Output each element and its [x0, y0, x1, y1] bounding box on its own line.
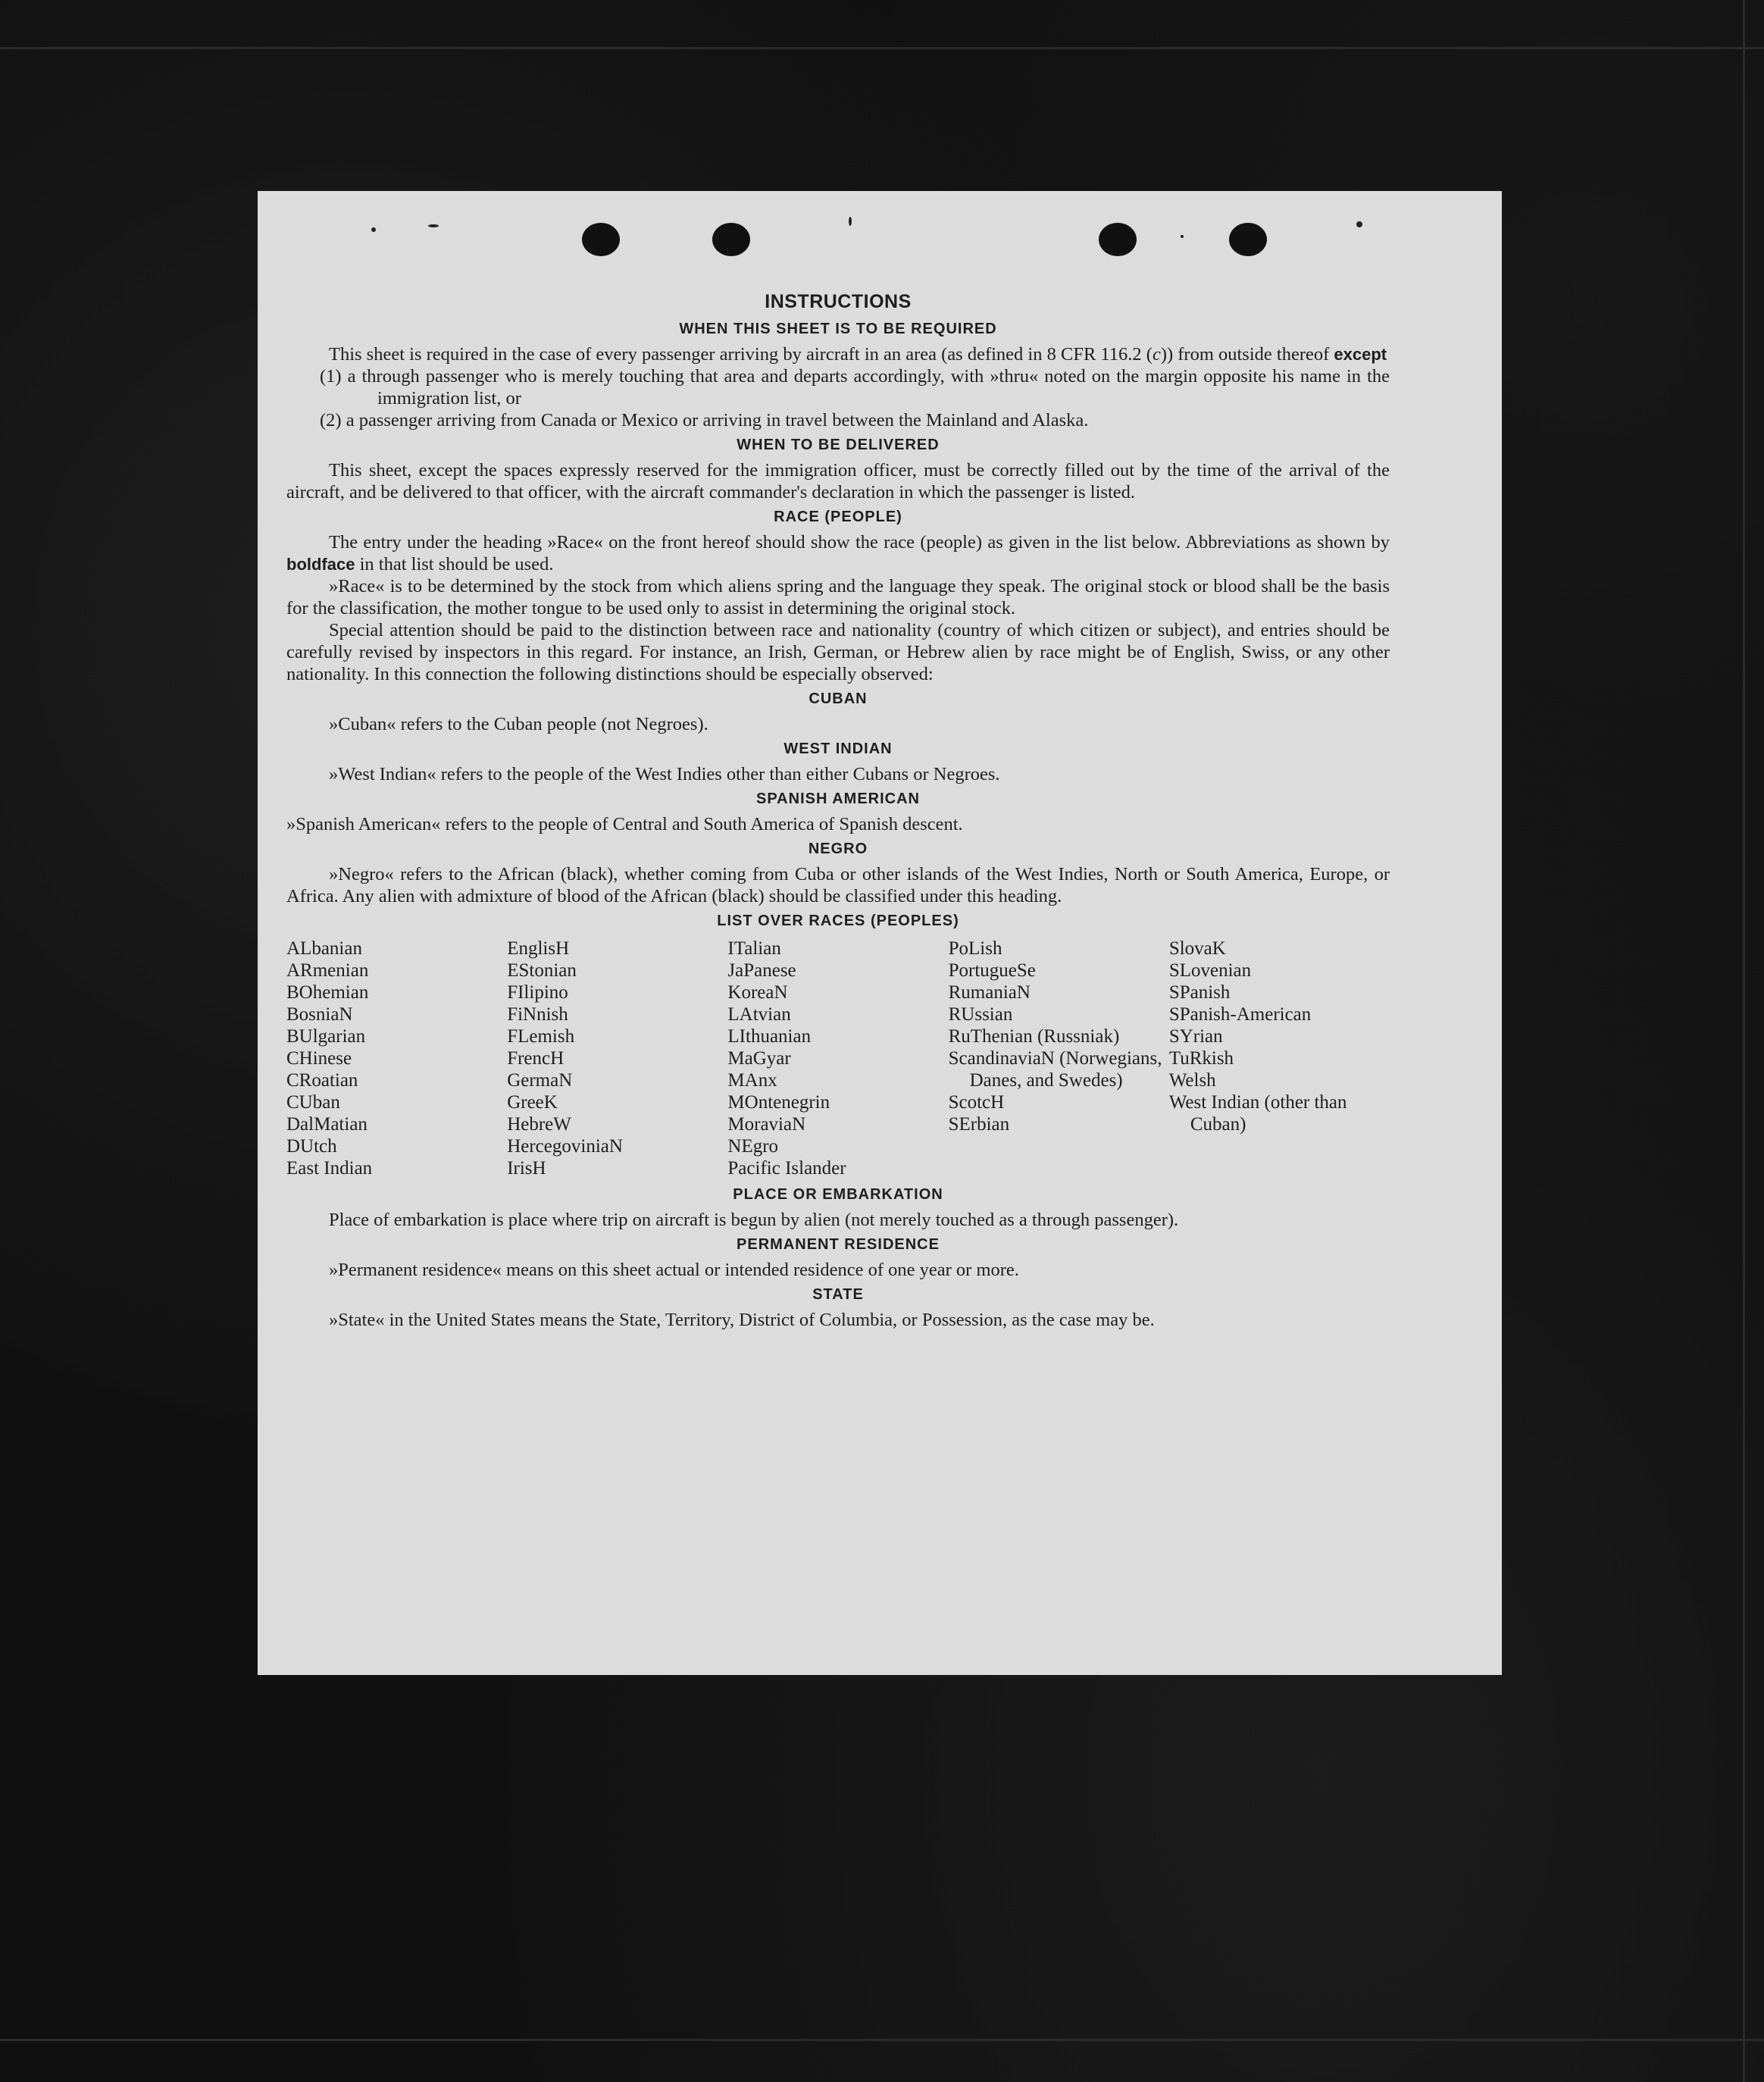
text-fragment: in that list should be used.: [355, 554, 554, 575]
heading-embarkation: PLACE OR EMBARKATION: [733, 1186, 943, 1203]
text-fragment: c: [1152, 344, 1161, 365]
race-item: Pacific Islander: [727, 1158, 846, 1179]
race-item: LIthuanian: [727, 1026, 812, 1047]
race-item: CHinese: [286, 1048, 352, 1069]
text-fragment: This sheet is required in the case of every passenger arriving by aircraft in an area (as defined in 8 CFR 116.2 (: [329, 344, 1153, 365]
heading-west-indian: WEST INDIAN: [783, 740, 893, 757]
race-item: RuThenian (Russniak): [948, 1026, 1120, 1047]
race-item: FIlipino: [507, 982, 568, 1003]
race-item: NEgro: [727, 1136, 779, 1157]
race-item: HebreW: [507, 1114, 571, 1135]
race-item: BosniaN: [286, 1004, 353, 1025]
race-item: East Indian: [286, 1158, 373, 1179]
race-item: DUtch: [286, 1136, 337, 1157]
race-item: CRoatian: [286, 1070, 358, 1091]
speck: [1356, 221, 1362, 227]
race-item: ScandinaviaN (Norwegians, Danes, and Swedes): [948, 1048, 1162, 1091]
race-item: EStonian: [507, 960, 577, 981]
race-item: FiNnish: [507, 1004, 568, 1025]
film-edge-bottom: [0, 2039, 1764, 2041]
punch-hole: [1229, 223, 1267, 256]
instruction-sheet: [258, 191, 1502, 1675]
race-item: DalMatian: [286, 1114, 368, 1135]
race-item: PoLish: [948, 938, 1002, 959]
paragraph-permanent-residence: »Permanent residence« means on this sheet actual or intended residence of one year or more.: [329, 1260, 1019, 1280]
film-edge-right: [1743, 0, 1745, 2082]
speck: [1181, 235, 1184, 238]
exception-item-2: (2) a passenger arriving from Canada or Mexico or arriving in travel between the Mainland and Alaska.: [320, 410, 1089, 430]
race-item: Welsh: [1168, 1070, 1216, 1091]
race-item: ScotcH: [948, 1092, 1005, 1113]
text-fragment: The entry under the heading »Race« on the front hereof should show the race (people) as given in the list below. Abbreviations as shown by: [329, 532, 1390, 553]
heading-when-required: WHEN THIS SHEET IS TO BE REQUIRED: [679, 321, 997, 337]
race-item: SPanish-American: [1168, 1004, 1312, 1025]
race-item: ALbanian: [286, 938, 362, 959]
paragraph-state: »State« in the United States means the State, Territory, District of Columbia, or Possession, as the case may be.: [329, 1310, 1155, 1330]
race-list: [286, 938, 1390, 1179]
race-item: IrisH: [507, 1158, 546, 1179]
race-item: GermaN: [507, 1070, 573, 1091]
race-item: FrencH: [507, 1048, 565, 1069]
speck: [849, 217, 852, 226]
race-item: RumaniaN: [948, 982, 1031, 1003]
race-column: [727, 938, 948, 1179]
heading-race-list: LIST OVER RACES (PEOPLES): [717, 913, 959, 929]
race-item: RUssian: [948, 1004, 1013, 1025]
race-item: ITalian: [727, 938, 781, 959]
page-title: INSTRUCTIONS: [765, 291, 912, 312]
race-item: MoraviaN: [727, 1114, 806, 1135]
race-item: GreeK: [507, 1092, 558, 1113]
race-item: SPanish: [1168, 982, 1231, 1003]
speck: [428, 224, 439, 227]
race-item: MAnx: [727, 1070, 777, 1091]
heading-permanent-residence: PERMANENT RESIDENCE: [737, 1236, 940, 1253]
heading-negro: NEGRO: [808, 841, 868, 857]
emphasis-except: except: [1334, 345, 1387, 364]
race-item: KoreaN: [727, 982, 788, 1003]
punch-hole: [582, 223, 620, 256]
race-item: SlovaK: [1168, 938, 1226, 959]
race-item: TuRkish: [1168, 1048, 1234, 1069]
race-column: [507, 938, 727, 1179]
race-column: [949, 938, 1169, 1179]
paragraph-spanish-american: »Spanish American« refers to the people of Central and South America of Spanish descent.: [286, 814, 963, 834]
race-item: MaGyar: [727, 1048, 791, 1069]
heading-race: RACE (PEOPLE): [774, 509, 902, 525]
race-column: [286, 938, 507, 1179]
race-item: JaPanese: [727, 960, 796, 981]
paragraph-race-1: [286, 531, 1390, 575]
race-item: SYrian: [1168, 1026, 1223, 1047]
race-item: LAtvian: [727, 1004, 791, 1025]
speck: [371, 227, 376, 232]
race-item: BUlgarian: [286, 1026, 366, 1047]
punch-hole: [1099, 223, 1137, 256]
heading-state: STATE: [812, 1286, 864, 1303]
paragraph-embarkation: Place of embarkation is place where trip on aircraft is begun by alien (not merely touched as a through passenger).: [329, 1210, 1179, 1230]
paragraph-when-delivered: This sheet, except the spaces expressly reserved for the immigration officer, must be correctly filled out by the time of the arrival of the aircraft, and be delivered to that officer, with the aircraft commander's declaration in which the passenger is listed.: [286, 460, 1390, 502]
emphasis-boldface: boldface: [286, 555, 355, 574]
race-item: SLovenian: [1168, 960, 1252, 981]
paragraph-west-indian: »West Indian« refers to the people of the West Indies other than either Cubans or Negroes.: [329, 764, 1000, 784]
text-fragment: )) from outside thereof: [1160, 344, 1334, 365]
punch-hole: [712, 223, 750, 256]
race-item: MOntenegrin: [727, 1092, 830, 1113]
paragraph-race-2: »Race« is to be determined by the stock from which aliens spring and the language they speak. The original stock or blood shall be the basis for the classification, the mother tongue to be used only to assist in determining the original stock.: [286, 576, 1390, 618]
race-column: [1169, 938, 1390, 1179]
race-item: PortugueSe: [948, 960, 1036, 981]
exception-item-1: (1) a through passenger who is merely touching that area and departs accordingly, with »thru« noted on the margin opposite his name in the immigration list, or: [320, 366, 1390, 409]
heading-cuban: CUBAN: [808, 690, 868, 707]
race-item: FLemish: [507, 1026, 575, 1047]
race-item: West Indian (other than Cuban): [1168, 1092, 1347, 1135]
race-item: EnglisH: [507, 938, 570, 959]
film-edge-top: [0, 47, 1764, 49]
instructions-text: [286, 290, 1390, 1331]
race-item: CUban: [286, 1092, 340, 1113]
race-item: ARmenian: [286, 960, 369, 981]
heading-spanish-american: SPANISH AMERICAN: [755, 791, 920, 807]
race-item: BOhemian: [286, 982, 369, 1003]
paragraph-negro: »Negro« refers to the African (black), whether coming from Cuba or other islands of the West Indies, North or South America, Europe, or Africa. Any alien with admixture of blood of the African (black) should be classified under this heading.: [286, 864, 1390, 906]
race-item: HercegoviniaN: [507, 1136, 623, 1157]
heading-when-delivered: WHEN TO BE DELIVERED: [737, 437, 940, 453]
paragraph-cuban: »Cuban« refers to the Cuban people (not Negroes).: [329, 714, 708, 734]
paragraph-when-required: [286, 343, 1390, 365]
paragraph-race-3: Special attention should be paid to the distinction between race and nationality (country of which citizen or subject), and entries should be carefully revised by inspectors in this regard. For instance, an Irish, German, or Hebrew alien by race might be of English, Swiss, or any other nationality. In this connection the following distinctions should be especially observed:: [286, 620, 1390, 684]
race-item: SErbian: [948, 1114, 1010, 1135]
